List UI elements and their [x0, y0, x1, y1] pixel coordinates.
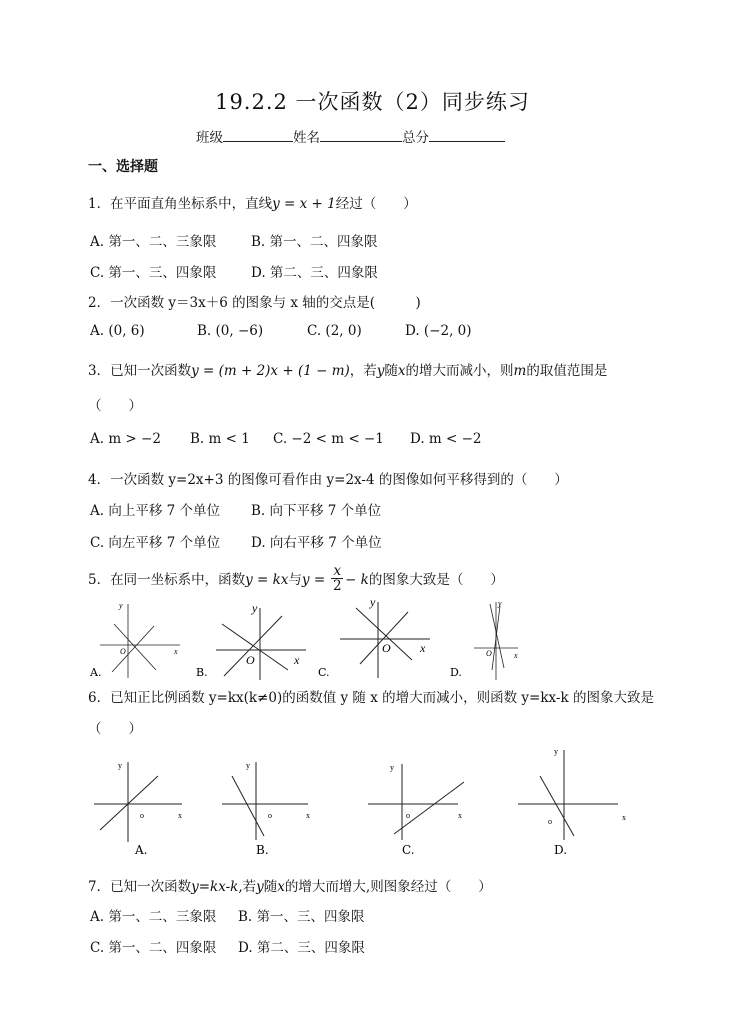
q5-d-letter: D. [450, 666, 462, 679]
q3-var-y: y [376, 363, 385, 379]
q7-stem-c: 随 [263, 879, 278, 895]
q6-a-x-label: x [178, 811, 182, 820]
class-blank [223, 127, 293, 142]
q3-stem-a: 3．已知一次函数 [88, 363, 192, 379]
q7-option-b[interactable]: B. 第一、三、四象限 [238, 909, 365, 925]
q4-option-b[interactable]: B. 向下平移 7 个单位 [251, 503, 382, 519]
page-title: 19.2.2 一次函数（2）同步练习 [215, 90, 530, 114]
q7-stem-a: 7．已知一次函数 [88, 879, 192, 895]
q1-option-d[interactable]: D. 第二、三、四象限 [251, 265, 378, 281]
q3-stem-e: 的取值范围是 [526, 363, 608, 379]
q5-stem-c: 的图象大致是（ ） [368, 572, 504, 588]
q6-b-letter: B. [256, 843, 269, 857]
score-blank [429, 127, 505, 142]
q7-option-a[interactable]: A. 第一、二、三象限 [90, 909, 217, 925]
q6-c-x-label: x [458, 811, 462, 820]
q2-option-d[interactable]: D. (−2, 0) [405, 323, 472, 339]
q5-fraction-denominator: 2 [332, 578, 342, 594]
q3-expression: y = (m + 2)x + (1 − m) [191, 363, 350, 379]
q5-graph-b[interactable] [196, 596, 314, 684]
q3-option-b[interactable]: B. m < 1 [190, 431, 250, 447]
q6-d-origin-label: o [548, 817, 552, 826]
q6-graph-d[interactable] [514, 744, 630, 858]
question-4-stem: 4．一次函数 y=2x+3 的图像可看作由 y=2x-4 的图像如何平移得到的（ ） [88, 472, 568, 488]
q3-option-d[interactable]: D. m < −2 [410, 431, 482, 447]
score-label: 总分 [402, 130, 429, 146]
q6-b-x-label: x [306, 811, 310, 820]
q5-c-letter: C. [318, 666, 330, 679]
q1-stem-post: 经过（ ） [335, 196, 417, 212]
q3-option-a[interactable]: A. m > −2 [90, 431, 161, 447]
question-2-stem: 2．一次函数 y＝3x＋6 的图象与 x 轴的交点是( ) [88, 295, 421, 311]
q6-answer-bracket: （ ） [88, 721, 142, 737]
q3-stem-b: ，若 [349, 363, 377, 379]
question-7-stem [88, 875, 492, 895]
q4-option-a[interactable]: A. 向上平移 7 个单位 [90, 503, 221, 519]
q5-expression-2-tail: − k [345, 572, 369, 588]
q5-d-y-label: y [498, 599, 502, 608]
q5-fraction-numerator: x [333, 563, 342, 579]
q5-a-y-label: y [119, 601, 123, 610]
name-label: 姓名 [293, 130, 320, 146]
q6-d-x-label: x [622, 813, 626, 822]
q5-fraction [331, 564, 343, 593]
q5-a-origin-label: O [120, 647, 126, 656]
q6-c-letter: C. [402, 843, 415, 857]
q7-option-c[interactable]: C. 第一、二、四象限 [90, 940, 217, 956]
q1-option-b[interactable]: B. 第一、二、四象限 [251, 234, 378, 250]
student-info-line [196, 126, 505, 146]
q1-expression: y = x + 1 [272, 196, 336, 212]
q2-option-b[interactable]: B. (0, −6) [197, 323, 264, 339]
q7-stem-d: 的增大而增大,则图象经过（ ） [284, 879, 492, 895]
q6-graph-c[interactable] [362, 754, 472, 858]
q5-stem-b: 与 [288, 572, 302, 588]
section-heading: 一、选择题 [88, 159, 158, 175]
q5-c-x-label: x [420, 641, 426, 655]
q7-var-x: x [277, 879, 285, 895]
name-blank [320, 127, 402, 142]
q5-a-letter: A. [90, 666, 102, 679]
q7-option-d[interactable]: D. 第二、三、四象限 [238, 940, 365, 956]
q1-stem-pre: 1．在平面直角坐标系中，直线 [88, 196, 273, 212]
q7-expression: y=kx-k [191, 879, 239, 895]
q6-c-y-label: y [390, 763, 394, 772]
q5-b-origin-label: O [246, 653, 255, 667]
q6-a-letter: A. [135, 843, 148, 857]
q1-option-c[interactable]: C. 第一、三、四象限 [90, 265, 217, 281]
q3-var-x: x [397, 363, 406, 379]
q2-option-c[interactable]: C. (2, 0) [307, 323, 362, 339]
q5-c-origin-label: O [382, 641, 391, 655]
q3-stem-d: 的增大而减小，则 [405, 363, 514, 379]
q5-a-x-label: x [174, 647, 178, 656]
q5-graph-d[interactable] [448, 596, 528, 684]
question-3-stem [88, 359, 607, 379]
q6-graph-a[interactable] [90, 754, 190, 858]
q5-b-y-label: y [252, 601, 258, 615]
q6-graph-b[interactable] [218, 754, 318, 858]
q3-answer-bracket: （ ） [88, 398, 142, 414]
q5-d-x-label: x [514, 651, 518, 660]
class-label: 班级 [196, 130, 223, 146]
q3-option-c[interactable]: C. −2 < m < −1 [273, 431, 384, 447]
q6-d-letter: D. [554, 843, 568, 857]
q5-b-x-label: x [294, 653, 300, 667]
q5-expression-2-lhs: y = [301, 572, 326, 588]
q4-option-c[interactable]: C. 向左平移 7 个单位 [90, 535, 221, 551]
q5-d-origin-label: O [486, 649, 492, 658]
q6-c-origin-label: o [406, 811, 410, 820]
q7-var-y: y [256, 879, 264, 895]
q5-c-y-label: y [370, 595, 376, 609]
q5-expression-1: y = kx [245, 572, 289, 588]
q6-d-y-label: y [554, 747, 558, 756]
q5-stem-a: 5．在同一坐标系中，函数 [88, 572, 246, 588]
q6-b-y-label: y [246, 761, 250, 770]
q3-var-m: m [513, 363, 527, 379]
q6-a-origin-label: o [140, 811, 144, 820]
q5-b-letter: B. [196, 666, 208, 679]
q2-option-a[interactable]: A. (0, 6) [90, 323, 145, 339]
q1-option-a[interactable]: A. 第一、二、三象限 [90, 234, 217, 250]
q4-option-d[interactable]: D. 向右平移 7 个单位 [251, 535, 382, 551]
question-6-stem: 6．已知正比例函数 y=kx(k≠0)的函数值 y 随 x 的增大而减小，则函数 y=kx-k 的图象大致是 [88, 690, 654, 706]
q6-a-y-label: y [118, 761, 122, 770]
question-5-stem [88, 563, 504, 595]
question-1-stem [88, 192, 417, 212]
q6-b-origin-label: o [268, 811, 272, 820]
q7-stem-b: ,若 [238, 879, 257, 895]
q5-graph-a[interactable] [88, 596, 198, 684]
q3-stem-c: 随 [384, 363, 398, 379]
q5-graph-c[interactable] [316, 594, 436, 684]
